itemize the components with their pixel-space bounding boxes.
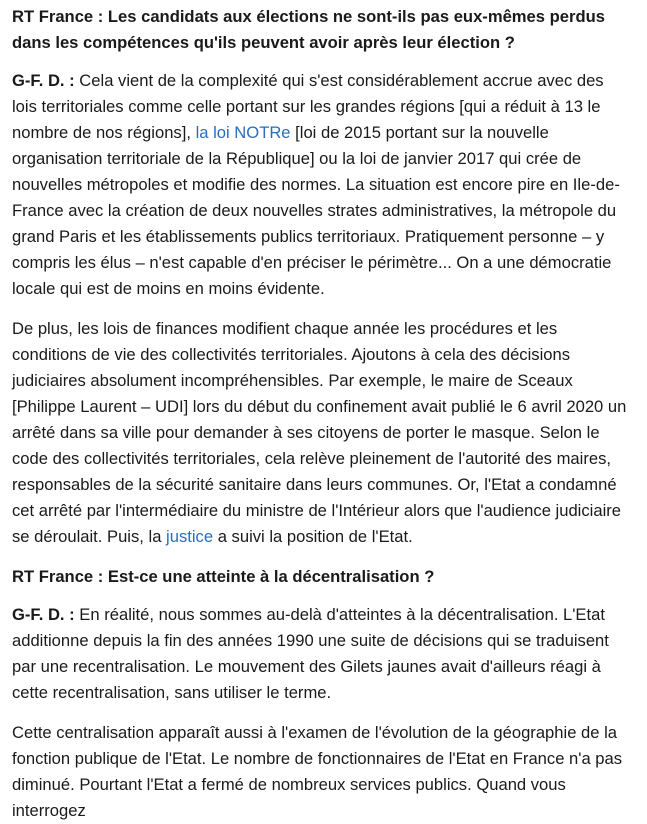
answer-2-text: En réalité, nous sommes au-delà d'atteintes à la décentralisation. L'Etat additionne depuis la fin des années 1990 une suite de décisions qui se traduisent par une recentralisation. Le mouvement des Gilets jaunes avait d'ailleurs réagi à cette recentralisation, sans utiliser le terme. xyxy=(12,605,609,702)
interview-question-2 xyxy=(12,564,633,590)
paragraph-2-text-a: De plus, les lois de finances modifient chaque année les procédures et les conditions de vie des collectivités territoriales. Ajoutons à cela des décisions judiciaires absolument incompréhensibles. Par exemple, le maire de Sceaux [Philippe Laurent – UDI] lors du début du confinement avait publié le 6 avril 2020 un arrêté dans sa ville pour demander à ses citoyens de porter le masque. Selon le code des collectivités territoriales, cela relève pleinement de l'autorité des maires, responsables de la sécurité sanitaire dans leurs communes. Or, l'Etat a condamné cet arrêté par l'intermédiaire du ministre de l'Intérieur alors que l'audience judiciaire se déroulait. Puis, la xyxy=(12,319,627,546)
speaker-label: G-F. D. : xyxy=(12,605,75,624)
link-justice[interactable]: justice xyxy=(166,527,214,546)
answer-1-text-b: [loi de 2015 portant sur la nouvelle organisation territoriale de la République] ou la loi de janvier 2017 qui crée de nouvelles métropoles et modifie des normes. La situation est encore pire en Ile-de-France avec la création de deux nouvelles strates administratives, la métropole du grand Paris et les établissements publics territoriaux. Pratiquement personne – y compris les élus – n'est capable d'en préciser le périmètre... On a une démocratie locale qui est de moins en moins évidente. xyxy=(12,123,620,298)
link-loi-notre[interactable]: la loi NOTRe xyxy=(195,123,291,142)
question-2-text: RT France : Est-ce une atteinte à la décentralisation ? xyxy=(12,567,435,586)
paragraph-4-text: Cette centralisation apparaît aussi à l'examen de l'évolution de la géographie de la fonction publique de l'Etat. Le nombre de fonctionnaires de l'Etat en France n'a pas diminué. Pourtant l'Etat a fermé de nombreux services publics. Quand vous interrogez xyxy=(12,723,623,820)
answer-1-text-a: Cela vient de la complexité qui s'est considérablement accrue avec des lois territoriales comme celle portant sur les grandes régions [qui a réduit à 13 le nombre de nos régions], xyxy=(12,71,604,142)
question-1-text: RT France : Les candidats aux élections ne sont-ils pas eux-mêmes perdus dans les compétences qu'ils peuvent avoir après leur élection ? xyxy=(12,7,605,52)
paragraph-2 xyxy=(12,316,633,550)
interview-answer-2 xyxy=(12,602,633,706)
paragraph-4 xyxy=(12,720,633,824)
paragraph-2-text-b: a suivi la position de l'Etat. xyxy=(213,527,413,546)
speaker-label: G-F. D. : xyxy=(12,71,75,90)
interview-answer-1 xyxy=(12,68,633,302)
interview-question-1 xyxy=(12,4,633,56)
